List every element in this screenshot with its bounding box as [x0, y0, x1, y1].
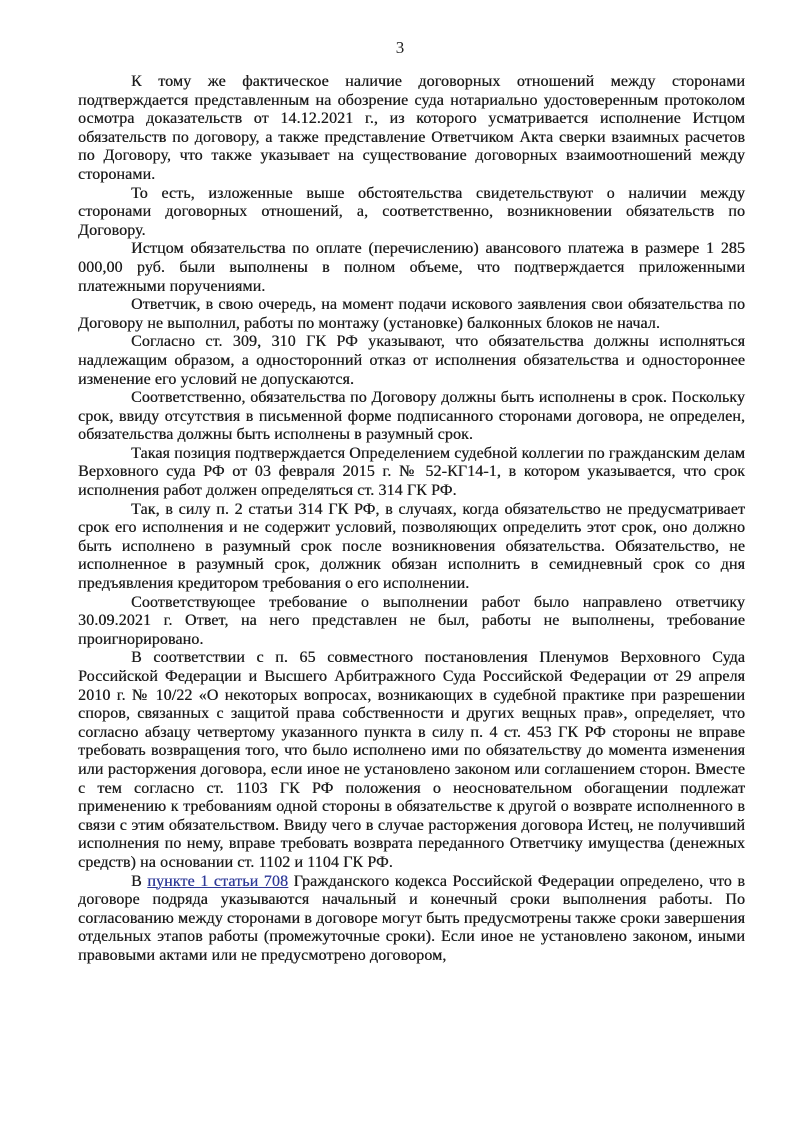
document-body: [78, 73, 745, 966]
paragraph: Такая позиция подтверждается Определением судебной коллегии по гражданским делам Верховного суда РФ от 03 февраля 2015 г. № 52-КГ14-1, в котором указывается, что срок исполнения работ должен определяться ст. 314 ГК РФ.: [78, 444, 745, 500]
page-number: 3: [395, 38, 405, 57]
paragraph: Ответчик, в свою очередь, на момент подачи искового заявления свои обязательства по Договору не выполнил, работы по монтажу (установке) балконных блоков не начал.: [78, 296, 745, 332]
paragraph-text: В: [131, 872, 148, 890]
paragraph-text: Гражданского кодекса Российской Федерации определено, что в договоре подряда указываются начальный и конечный сроки выполнения работы. По согласованию между сторонами в договоре могут быть предусмотрены также сроки завершения отдельных этапов работы (промежуточные сроки). Если иное не установлено законом, иными правовыми актами или не предусмотрено договором,: [78, 872, 746, 964]
paragraph: Соответствующее требование о выполнении работ было направлено ответчику 30.09.2021 г. Ответ, на него представлен не был, работы не выполнены, требование проигнорировано.: [78, 593, 745, 648]
paragraph-with-link: [78, 873, 745, 966]
paragraph: Соответственно, обязательства по Договору должны быть исполнены в срок. Поскольку срок, ввиду отсутствия в письменной форме подписанного сторонами договора, не определен, обязательства должны быть исполнены в разумный срок.: [78, 389, 745, 444]
paragraph: Согласно ст. 309, 310 ГК РФ указывают, что обязательства должны исполняться надлежащим образом, а односторонний отказ от исполнения обязательства и одностороннее изменение его условий не допускаются.: [78, 333, 745, 388]
paragraph: К тому же фактическое наличие договорных отношений между сторонами подтверждается представленным на обозрение суда нотариально удостоверенным протоколом осмотра доказательств от 14.12.2021 г., из которого усматривается исполнение Истцом обязательств по договору, а также представление Ответчиком Акта сверки взаимных расчетов по Договору, что также указывает на существование договорных взаимоотношений между сторонами.: [78, 73, 745, 183]
paragraph: То есть, изложенные выше обстоятельства свидетельствуют о наличии между сторонами договорных отношений, а, соответственно, возникновении обязательств по Договору.: [78, 184, 745, 239]
paragraph: Так, в силу п. 2 статьи 314 ГК РФ, в случаях, когда обязательство не предусматривает срок его исполнения и не содержит условий, позволяющих определить этот срок, оно должно быть исполнено в разумный срок после возникновения обязательства. Обязательство, не исполненное в разумный срок, должник обязан исполнить в семидневный срок со дня предъявления кредитором требования о его исполнении.: [78, 500, 745, 593]
paragraph: Истцом обязательства по оплате (перечислению) авансового платежа в размере 1 285 000,00 руб. были выполнены в полном объеме, что подтверждается приложенными платежными поручениями.: [78, 240, 745, 295]
link-punkt-1-stati-708[interactable]: пункте 1 статьи 708: [147, 872, 289, 890]
paragraph: В соответствии с п. 65 совместного постановления Пленумов Верховного Суда Российской Федерации и Высшего Арбитражного Суда Российской Федерации от 29 апреля 2010 г. № 10/22 «О некоторых вопросах, возникающих в судебной практике при разрешении споров, связанных с защитой права собственности и других вещных прав», определяет, что согласно абзацу четвертому указанного пункта в силу п. 4 ст. 453 ГК РФ стороны не вправе требовать возвращения того, что было исполнено ими по обязательству до момента изменения или расторжения договора, если иное не установлено законом или соглашением сторон. Вместе с тем согласно ст. 1103 ГК РФ положения о неосновательном обогащении подлежат применению к требованиям одной стороны в обязательстве к другой о возврате исполненного в связи с этим обязательством. Ввиду чего в случае расторжения договора Истец, не получивший исполнения по нему, вправе требовать возврата переданного Ответчику имущества (денежных средств) на основании ст. 1102 и 1104 ГК РФ.: [78, 649, 745, 871]
